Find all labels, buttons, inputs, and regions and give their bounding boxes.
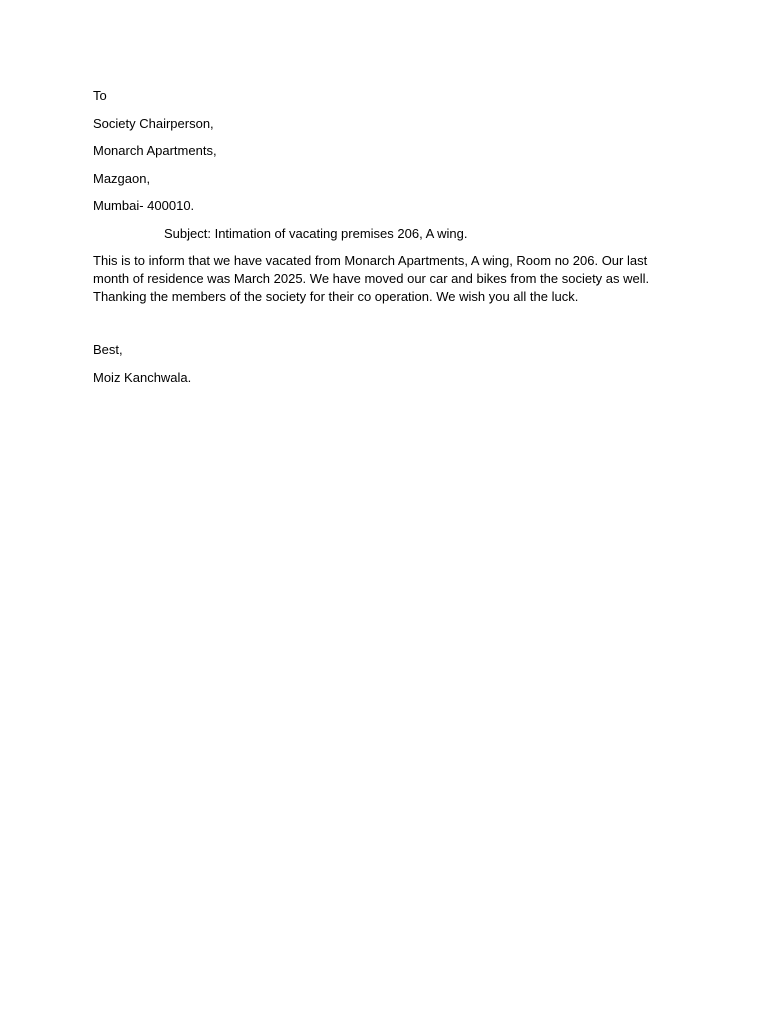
letter-content (93, 87, 673, 396)
recipient-to: To (93, 88, 107, 103)
letter-subject: Subject: Intimation of vacating premises 206, A wing. (164, 225, 468, 241)
address-line-building: Monarch Apartments, (93, 143, 217, 158)
address-line-recipient: Society Chairperson, (93, 115, 214, 131)
letter-closing: Best, (93, 342, 123, 357)
letter-signature: Moiz Kanchwala. (93, 369, 192, 385)
address-line-city: Mumbai- 400010. (93, 198, 195, 213)
letter-body: This is to inform that we have vacated from Monarch Apartments, A wing, Room no 206. Our last month of residence was March 2025. We have moved our car and bikes from the society as well. Thanking the members of the society for their co operation. We wish you all the luck. (93, 253, 650, 304)
paragraph-spacer (93, 306, 673, 341)
address-line-locality: Mazgaon, (93, 170, 151, 186)
